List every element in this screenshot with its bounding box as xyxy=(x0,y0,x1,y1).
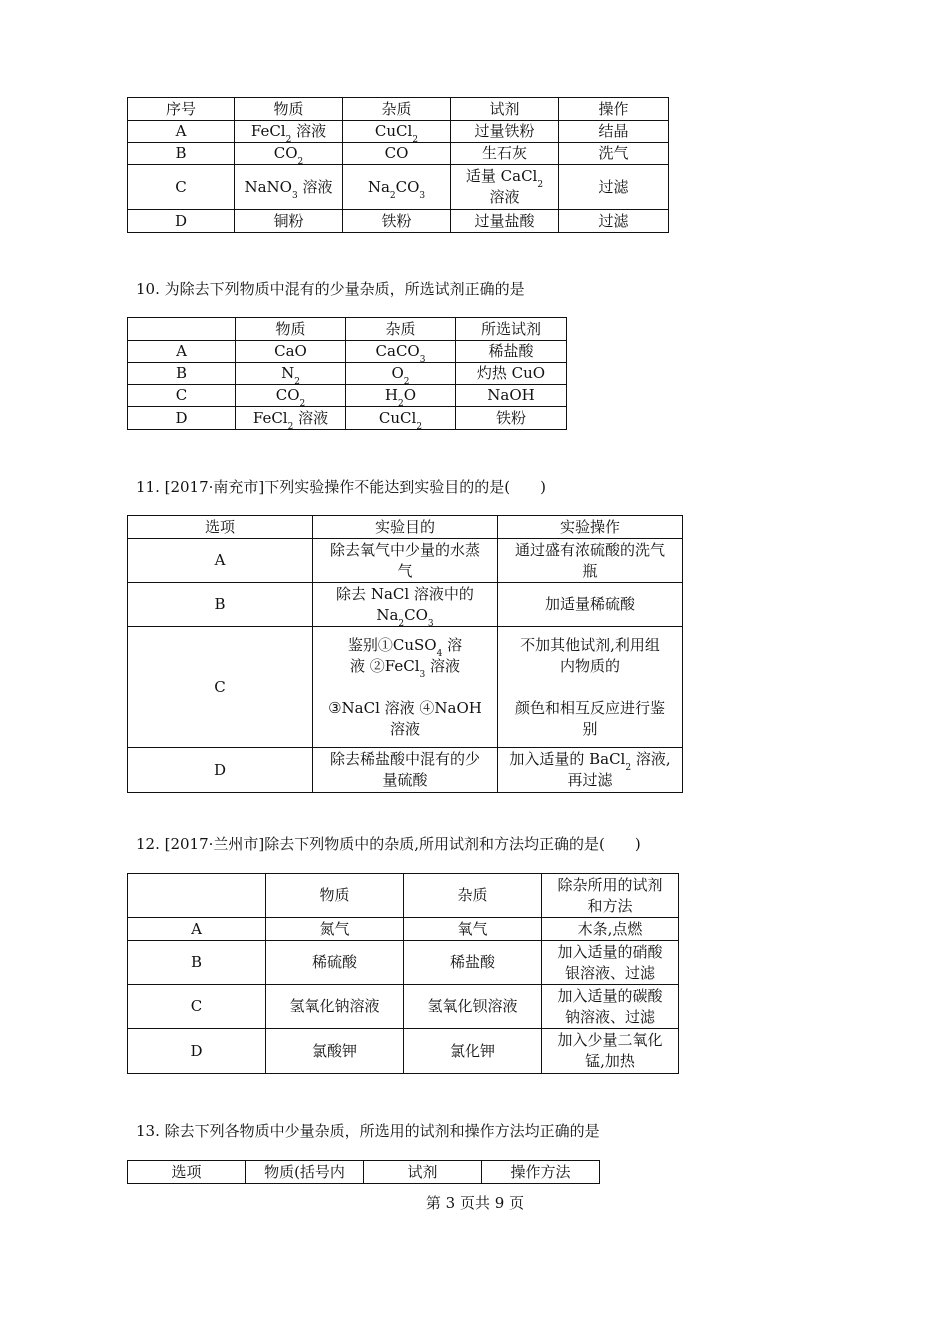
table-cell: 氯酸钾 xyxy=(266,1029,404,1074)
table-row xyxy=(128,941,679,985)
table-cell: D xyxy=(128,407,236,430)
table-cell: 除去 NaCl 溶液中的 $Na_2CO_3$ xyxy=(313,583,498,627)
table-cell: 过量盐酸 xyxy=(451,210,559,233)
table-cell: $CO_2$ xyxy=(235,143,343,165)
table-cell: A xyxy=(128,121,235,143)
table-cell: FeCl$_2$ 溶液 xyxy=(236,407,346,430)
table-cell: 过滤 xyxy=(559,165,669,210)
table-cell: 加适量稀硫酸 xyxy=(498,583,683,627)
table-row xyxy=(128,918,679,941)
table-cell: C xyxy=(128,985,266,1029)
table-cell: B xyxy=(128,583,313,627)
table-cell: 稀硫酸 xyxy=(266,941,404,985)
table-cell: 加入适量的硝酸 银溶液、过滤 xyxy=(542,941,679,985)
table-row xyxy=(128,341,567,363)
table-cell: 通过盛有浓硫酸的洗气 瓶 xyxy=(498,539,683,583)
table-cell: C xyxy=(128,385,236,407)
table-5 xyxy=(127,1160,600,1184)
header-cell: 试剂 xyxy=(364,1161,482,1184)
table-cell: 木条,点燃 xyxy=(542,918,679,941)
header-cell: 实验目的 xyxy=(313,516,498,539)
question-10: 10. 为除去下列物质中混有的少量杂质，所选试剂正确的是 xyxy=(136,280,525,298)
table-body xyxy=(128,874,679,1074)
header-cell: 操作 xyxy=(559,98,669,121)
table-cell: 洗气 xyxy=(559,143,669,165)
table-row xyxy=(128,583,683,627)
table-row xyxy=(128,143,669,165)
table-row xyxy=(128,165,669,210)
table-cell: $O_2$ xyxy=(346,363,456,385)
header-cell xyxy=(128,318,236,341)
table-cell: 加入少量二氧化 锰,加热 xyxy=(542,1029,679,1074)
header-cell: 序号 xyxy=(128,98,235,121)
table-body xyxy=(128,318,567,430)
table-cell: 铜粉 xyxy=(235,210,343,233)
table-cell: $H_2O$ xyxy=(346,385,456,407)
table-body xyxy=(128,1161,600,1184)
table-cell: 铁粉 xyxy=(456,407,567,430)
header-cell: 选项 xyxy=(128,516,313,539)
table-cell: 适量 CaCl$_2$ 溶液 xyxy=(451,165,559,210)
table-cell: D xyxy=(128,748,313,793)
table-cell: 过量铁粉 xyxy=(451,121,559,143)
table-row xyxy=(128,407,567,430)
table-cell: 加入适量的碳酸 钠溶液、过滤 xyxy=(542,985,679,1029)
header-cell: 杂质 xyxy=(343,98,451,121)
table-cell: D xyxy=(128,1029,266,1074)
table-cell: NaNO$_3$ 溶液 xyxy=(235,165,343,210)
table-cell: D xyxy=(128,210,235,233)
table-header-row xyxy=(128,1161,600,1184)
table-row xyxy=(128,748,683,793)
header-cell: 操作方法 xyxy=(482,1161,600,1184)
header-cell: 物质 xyxy=(235,98,343,121)
table-body xyxy=(128,98,669,233)
table-cell: 稀盐酸 xyxy=(404,941,542,985)
table-header-row xyxy=(128,516,683,539)
table-cell: 氢氧化钠溶液 xyxy=(266,985,404,1029)
table-cell: 氮气 xyxy=(266,918,404,941)
question-13: 13. 除去下列各物质中少量杂质，所选用的试剂和操作方法均正确的是 xyxy=(136,1122,600,1140)
table-header-row xyxy=(128,874,679,918)
question-11: 11. [2017·南充市]下列实验操作不能达到实验目的的是( ) xyxy=(136,478,546,496)
table-cell: CuCl$_2$ xyxy=(343,121,451,143)
table-cell: A xyxy=(128,539,313,583)
table-cell: CuCl$_2$ xyxy=(346,407,456,430)
table-cell: CaO xyxy=(236,341,346,363)
table-2 xyxy=(127,317,567,430)
table-row xyxy=(128,627,683,748)
header-cell: 选项 xyxy=(128,1161,246,1184)
table-cell: 生石灰 xyxy=(451,143,559,165)
table-cell: FeCl$_2$ 溶液 xyxy=(235,121,343,143)
table-cell: 除去氧气中少量的水蒸 气 xyxy=(313,539,498,583)
header-cell: 除杂所用的试剂 和方法 xyxy=(542,874,679,918)
table-cell: 氧气 xyxy=(404,918,542,941)
table-header-row xyxy=(128,98,669,121)
table-row xyxy=(128,1029,679,1074)
table-row xyxy=(128,385,567,407)
table-cell: 鉴别①CuSO$_4$ 溶 液 ②FeCl$_3$ 溶液 ③NaCl 溶液 ④NaOH 溶液 xyxy=(313,627,498,748)
table-cell: CaCO$_3$ xyxy=(346,341,456,363)
table-row xyxy=(128,363,567,385)
table-4 xyxy=(127,873,679,1074)
table-cell: B xyxy=(128,941,266,985)
table-cell: B xyxy=(128,363,236,385)
table-cell: C xyxy=(128,627,313,748)
table-cell: 加入适量的 BaCl$_2$ 溶液, 再过滤 xyxy=(498,748,683,793)
table-cell: 稀盐酸 xyxy=(456,341,567,363)
table-cell: $N_2$ xyxy=(236,363,346,385)
table-cell: CO xyxy=(343,143,451,165)
header-cell xyxy=(128,874,266,918)
table-row xyxy=(128,985,679,1029)
table-1 xyxy=(127,97,669,233)
table-row xyxy=(128,539,683,583)
header-cell: 所选试剂 xyxy=(456,318,567,341)
header-cell: 杂质 xyxy=(404,874,542,918)
table-cell: 不加其他试剂,利用组 内物质的 颜色和相互反应进行鉴 别 xyxy=(498,627,683,748)
table-cell: NaOH xyxy=(456,385,567,407)
table-cell: 过滤 xyxy=(559,210,669,233)
table-cell: 氢氧化钡溶液 xyxy=(404,985,542,1029)
page-footer: 第 3 页共 9 页 xyxy=(425,1194,525,1212)
question-12: 12. [2017·兰州市]除去下列物质中的杂质,所用试剂和方法均正确的是( ) xyxy=(136,835,641,853)
table-cell: 氯化钾 xyxy=(404,1029,542,1074)
header-cell: 物质(括号内 xyxy=(246,1161,364,1184)
table-cell: $Na_2CO_3$ xyxy=(343,165,451,210)
table-body xyxy=(128,516,683,793)
header-cell: 物质 xyxy=(266,874,404,918)
table-cell: $CO_2$ xyxy=(236,385,346,407)
table-cell: 灼热 CuO xyxy=(456,363,567,385)
table-cell: C xyxy=(128,165,235,210)
table-cell: 铁粉 xyxy=(343,210,451,233)
table-row xyxy=(128,121,669,143)
table-cell: 结晶 xyxy=(559,121,669,143)
table-cell: A xyxy=(128,918,266,941)
table-cell: 除去稀盐酸中混有的少 量硫酸 xyxy=(313,748,498,793)
table-header-row xyxy=(128,318,567,341)
table-cell: B xyxy=(128,143,235,165)
header-cell: 试剂 xyxy=(451,98,559,121)
header-cell: 杂质 xyxy=(346,318,456,341)
table-cell: A xyxy=(128,341,236,363)
table-3 xyxy=(127,515,683,793)
table-row xyxy=(128,210,669,233)
header-cell: 实验操作 xyxy=(498,516,683,539)
header-cell: 物质 xyxy=(236,318,346,341)
